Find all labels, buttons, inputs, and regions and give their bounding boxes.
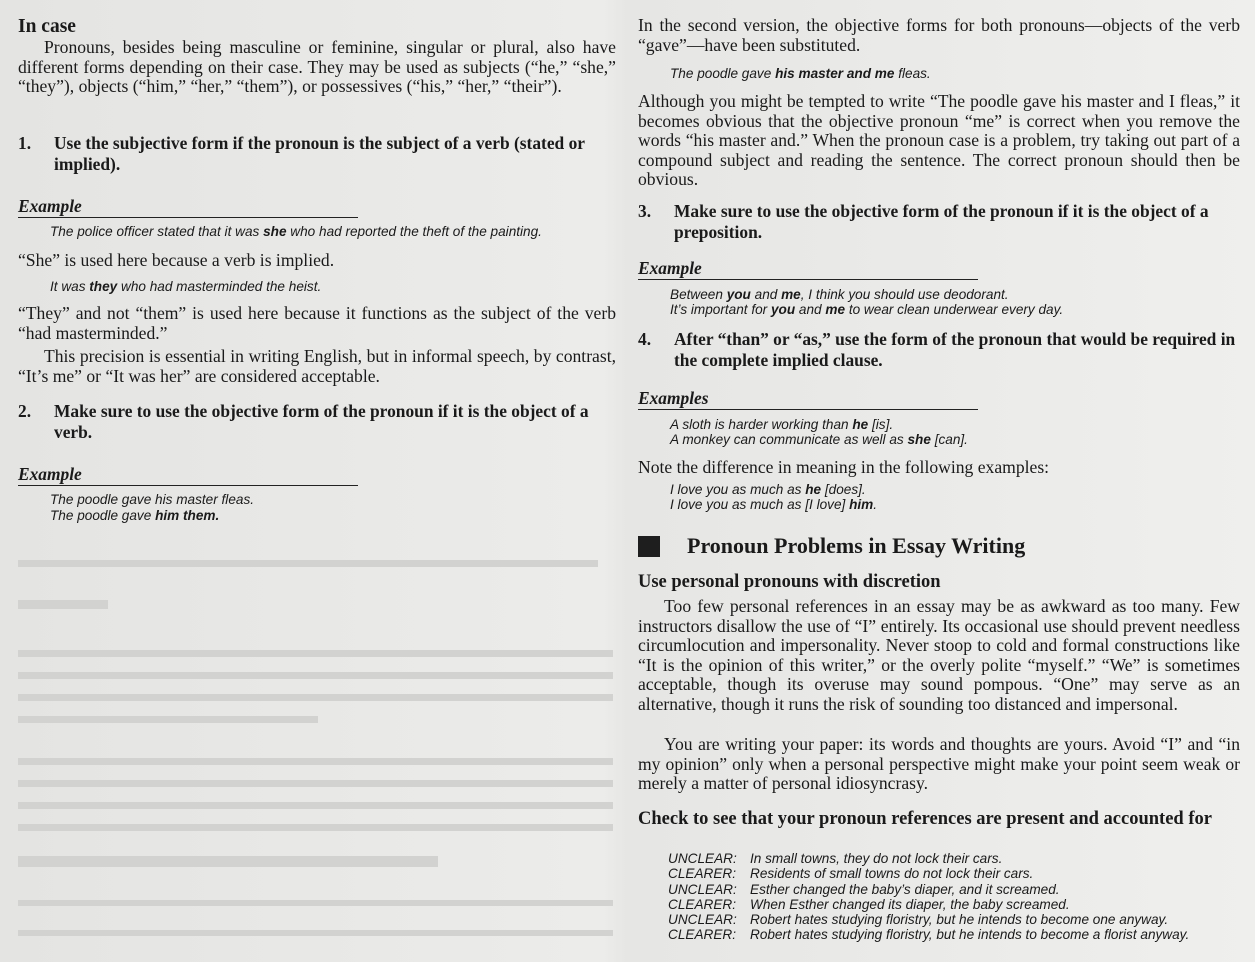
section-title (638, 533, 1240, 559)
body-paragraph: You are writing your paper: its words and thoughts are yours. Avoid “I” and “in my opinion” only when a personal perspective might make your point seem weak or merely a matter of personal idiosyncrasy. (638, 734, 1240, 793)
subheading: Use personal pronouns with discretion (638, 572, 941, 592)
body-paragraph: Too few personal references in an essay may be as awkward as too many. Few instructors disallow the use of “I” entirely. Its occasional use should prevent needless circumlocution and impersonality. Never stoop to cold and formal constructions like “It is the opinion of this writer,” or the overly polite “myself.” “We” is sometimes acceptable, though its overuse may sound pompous. “One” may serve as an alternative, though it runs the risk of sounding too distanced and impersonal. (638, 596, 1240, 714)
example-sentence: It was they who had masterminded the heist. (50, 279, 322, 294)
rule-text: Make sure to use the objective form of the pronoun if it is the object of a verb. (54, 401, 589, 442)
example-sentence: The poodle gave him them. (50, 508, 220, 523)
example-sentence: I love you as much as he [does]. (670, 482, 866, 497)
rule-4 (638, 329, 1240, 371)
section-title-text: Pronoun Problems in Essay Writing (687, 533, 1026, 558)
example-sentence: A sloth is harder working than he [is]. (670, 417, 894, 432)
example-label: UNCLEAR: (668, 881, 737, 897)
rule-number: 4. (638, 329, 652, 349)
rule-number: 2. (18, 401, 32, 421)
explanation-paragraph: In the second version, the objective forms for both pronouns—objects of the verb “gave”—have been substituted. (638, 15, 1240, 55)
rule-text: Make sure to use the objective form of the pronoun if it is the object of a preposition. (674, 201, 1209, 242)
example-label: CLEARER: (668, 927, 736, 943)
example-sentence: The poodle gave his master fleas. (50, 492, 255, 507)
example-heading: Example (18, 464, 358, 486)
section-square-icon (638, 536, 660, 557)
example-label: UNCLEAR: (668, 912, 737, 928)
rule-text: After “than” or “as,” use the form of the pronoun that would be required in the complete implied clause. (674, 329, 1236, 370)
example-text: Robert hates studying floristry, but he intends to become a florist anyway. (750, 927, 1190, 943)
explanation-paragraph: “They” and not “them” is used here because it functions as the subject of the verb “had masterminded.” (18, 303, 616, 343)
example-sentence: It’s important for you and me to wear clean underwear every day. (670, 302, 1064, 317)
example-text: Esther changed the baby’s diaper, and it screamed. (750, 881, 1060, 897)
example-sentence: A monkey can communicate as well as she [can]. (670, 432, 968, 447)
explanation-paragraph: “She” is used here because a verb is implied. (18, 250, 335, 270)
example-row (638, 927, 1240, 942)
example-text: In small towns, they do not lock their cars. (750, 851, 1003, 866)
rule-number: 1. (18, 133, 32, 153)
example-sentence: The poodle gave his master and me fleas. (670, 66, 931, 81)
rule-text: Use the subjective form if the pronoun is the subject of a verb (stated or implied). (54, 133, 585, 174)
example-heading: Examples (638, 388, 978, 410)
explanation-paragraph: Although you might be tempted to write “The poodle gave his master and I fleas,” it becomes obvious that the objective pronoun “me” is correct when you remove the words “his master and.” When the pronoun case is a problem, try taking out part of a compound subject and reading the sentence. The correct pronoun should then be obvious. (638, 91, 1240, 189)
example-label: UNCLEAR: (668, 851, 737, 866)
example-row (638, 882, 1240, 897)
example-text: When Esther changed its diaper, the baby screamed. (750, 896, 1070, 912)
example-label: CLEARER: (668, 866, 736, 882)
example-label: CLEARER: (668, 896, 736, 912)
example-heading: Example (638, 258, 978, 280)
rule-number: 3. (638, 201, 652, 221)
example-text: Robert hates studying floristry, but he intends to become one anyway. (750, 912, 1169, 928)
explanation-paragraph: This precision is essential in writing English, but in informal speech, by contrast, “It’s me” or “It was her” are considered acceptable. (18, 346, 616, 386)
example-sentence: I love you as much as [I love] him. (670, 497, 878, 512)
rule-2 (18, 401, 616, 443)
example-text: Residents of small towns do not lock their cars. (750, 866, 1034, 882)
example-row (638, 912, 1240, 927)
unclear-clearer-examples (638, 851, 1240, 943)
intro-paragraph: Pronouns, besides being masculine or feminine, singular or plural, also have different forms depending on their case. They may be used as subjects (“he,” “she,” “they”), objects (“him,” “her,” “them”), or possessives (“his,” “her,” “their”). (18, 37, 616, 96)
example-sentence: Between you and me, I think you should use deodorant. (670, 287, 1009, 302)
section-heading-in-case: In case (18, 16, 76, 37)
explanation-paragraph: Note the difference in meaning in the following examples: (638, 457, 1050, 477)
rule-3 (638, 201, 1240, 243)
example-row (638, 897, 1240, 912)
example-row (638, 851, 1240, 866)
subheading: Check to see that your pronoun references are present and accounted for (638, 809, 1212, 829)
example-sentence: The police officer stated that it was she who had reported the theft of the painting. (50, 224, 542, 239)
example-heading: Example (18, 196, 358, 218)
rule-1 (18, 133, 616, 175)
example-row (638, 866, 1240, 881)
